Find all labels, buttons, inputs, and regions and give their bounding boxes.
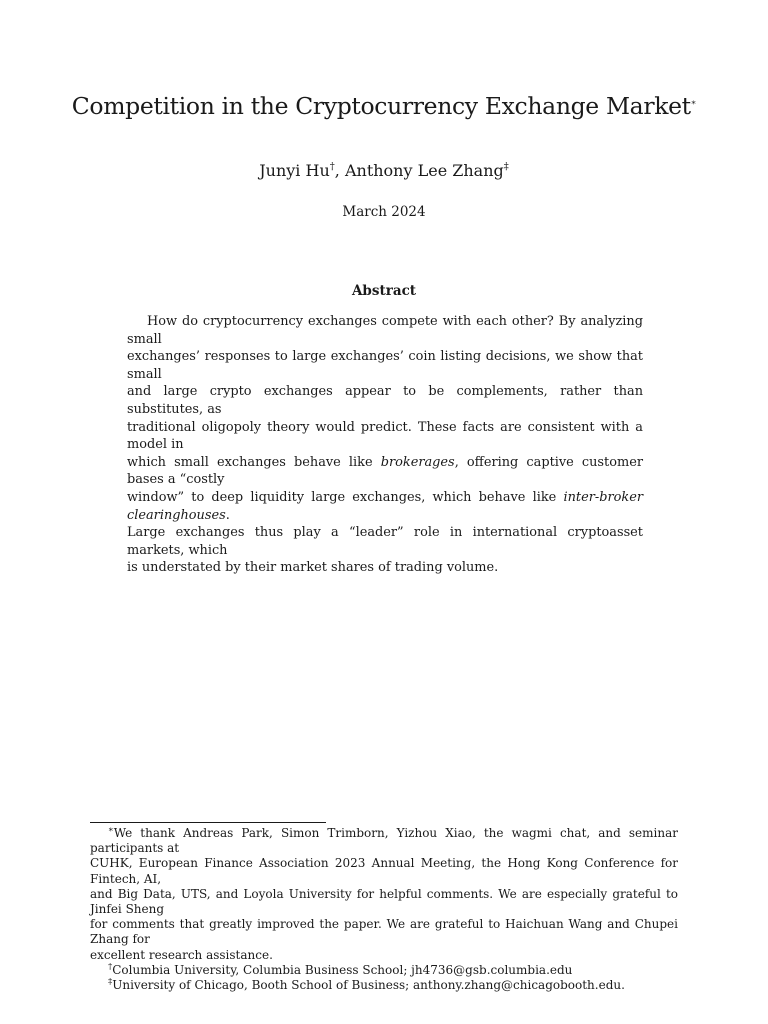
abstract-line: Large exchanges thus play a “leader” role in international cryptoasset markets, which (127, 525, 643, 558)
author-name: Anthony Lee Zhang (344, 161, 504, 180)
abstract-emphasis: inter-broker clearinghouses (127, 489, 643, 523)
abstract-line: traditional oligopoly theory would predict. These facts are consistent with a model in (127, 419, 643, 453)
abstract-line (127, 489, 643, 524)
abstract-line (127, 313, 643, 348)
abstract-line: and large crypto exchanges appear to be complements, rather than substitutes, as (127, 384, 643, 417)
author-footnote-mark: † (329, 161, 335, 173)
footnote-acknowledgements (90, 826, 678, 856)
footnote-line: and Big Data, UTS, and Loyola University for helpful comments. We are especially grateful to Jinfei Sheng (90, 886, 678, 917)
paper-date: March 2024 (342, 204, 426, 220)
footnote-affiliation-2 (90, 978, 678, 993)
footnotes (90, 826, 678, 993)
footnote-mark: ∗ (108, 825, 114, 835)
abstract-text: How do cryptocurrency exchanges compete with each other? By analyzing small (127, 314, 643, 347)
abstract-line: exchanges’ responses to large exchanges’ coin listing decisions, we show that small (127, 349, 643, 382)
abstract-heading: Abstract (351, 283, 417, 299)
paper-title: Competition in the Cryptocurrency Exchange Market (71, 92, 691, 120)
footnote-rule (90, 822, 326, 823)
footnote-text: Columbia University, Columbia Business School; jh4736@gsb.columbia.edu (112, 962, 573, 977)
abstract-text: window” to deep liquidity large exchanges, which behave like (127, 489, 564, 505)
paper-title-block (0, 92, 768, 120)
footnote-mark: ‡ (108, 977, 113, 988)
footnote-text: University of Chicago, Booth School of Business; anthony.zhang@chicagobooth.edu. (112, 978, 625, 993)
abstract-text: , offering captive customer bases a “costly (127, 454, 643, 488)
title-footnote-mark: ∗ (690, 98, 697, 109)
footnote-line: CUHK, European Finance Association 2023 Annual Meeting, the Hong Kong Conference for Fintech, AI, (90, 856, 678, 886)
footnote-line: excellent research assistance. (90, 947, 273, 962)
footnote-mark: † (108, 961, 113, 972)
abstract-body (127, 313, 643, 577)
footnote-line: for comments that greatly improved the paper. We are grateful to Haichuan Wang and Chupei Zhang for (90, 917, 678, 947)
author-list (0, 161, 768, 180)
abstract-emphasis: brokerages (380, 454, 455, 470)
abstract-text: which small exchanges behave like (127, 454, 381, 470)
abstract-line: is understated by their market shares of trading volume. (127, 560, 499, 576)
author-separator: , (334, 161, 340, 180)
abstract-line (127, 454, 643, 489)
footnote-text: We thank Andreas Park, Simon Trimborn, Yizhou Xiao, the wagmi chat, and seminar participants at (90, 826, 678, 856)
footnote-affiliation-1 (90, 963, 678, 978)
abstract-text: . (225, 507, 230, 523)
author-name: Junyi Hu (259, 161, 330, 180)
author-footnote-mark: ‡ (503, 161, 509, 173)
